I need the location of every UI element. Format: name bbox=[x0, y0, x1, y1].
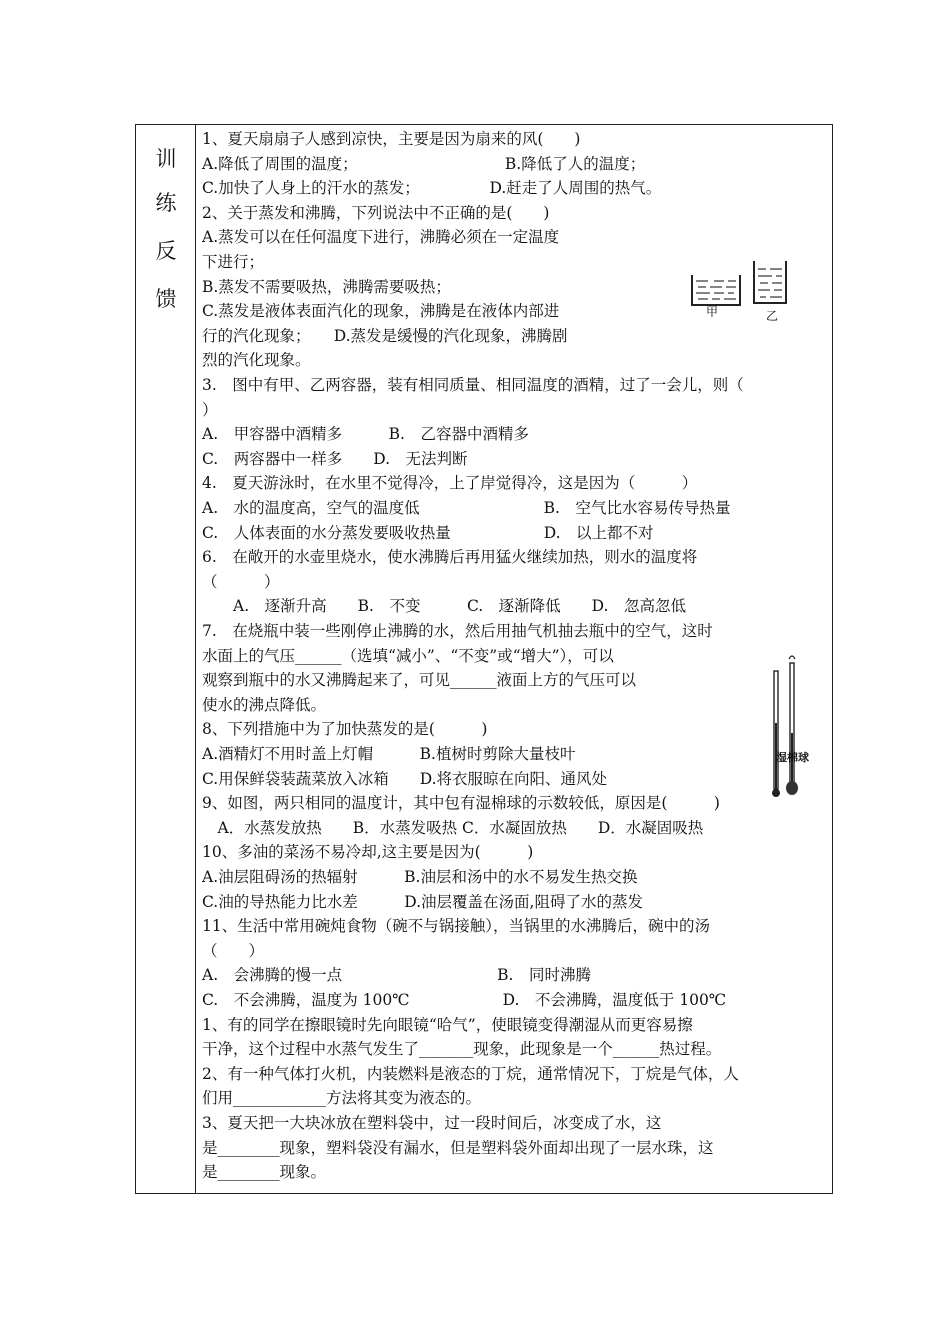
question-line: （ ） bbox=[202, 572, 280, 591]
question-line: A. 会沸腾的慢一点 B. 同时沸腾 bbox=[202, 966, 591, 985]
question-line: B.蒸发不需要吸热，沸腾需要吸热； bbox=[202, 277, 451, 296]
question-line: 烈的汽化现象。 bbox=[202, 351, 311, 370]
question-line: A. 甲容器中酒精多 B. 乙容器中酒精多 bbox=[202, 425, 529, 444]
question-line: 使水的沸点降低。 bbox=[202, 695, 327, 714]
question-line: A.酒精灯不用时盖上灯帽 B.植树时剪除大量枝叶 bbox=[202, 745, 576, 763]
question-line: 10、多油的菜汤不易冷却,这主要是因为( ) bbox=[202, 843, 534, 862]
question-line: 干净，这个过程中水蒸气发生了_______现象，此现象是一个______热过程。 bbox=[202, 1040, 722, 1059]
question-line: 3、夏天把一大块冰放在塑料袋中，过一段时间后，冰变成了水，这 bbox=[202, 1114, 662, 1132]
question-line: 6. 在敞开的水壶里烧水，使水沸腾后再用猛火继续加热，则水的温度将 bbox=[202, 548, 698, 567]
question-line: A. 逐渐升高 B. 不变 C. 逐渐降低 D. 忽高忽低 bbox=[202, 597, 686, 616]
question-line: 4. 夏天游泳时，在水里不觉得冷，上了岸觉得冷，这是因为（ ） bbox=[202, 474, 698, 493]
question-line: C. 不会沸腾，温度为 100℃ D. 不会沸腾，温度低于 100℃ bbox=[202, 991, 727, 1009]
question-line: 1、有的同学在擦眼镜时先向眼镜“哈气”，使眼镜变得潮湿从而更容易擦 bbox=[202, 1015, 693, 1034]
question-line: A.油层阻碍汤的热辐射 B.油层和汤中的水不易发生热交换 bbox=[202, 868, 638, 886]
wet-cotton-label: 湿棉球 bbox=[776, 751, 809, 764]
question-line: C.用保鲜袋装蔬菜放入冰箱 D.将衣服晾在向阳、通风处 bbox=[202, 769, 608, 788]
beakers-icon bbox=[686, 257, 796, 327]
question-line: C.油的导热能力比水差 D.油层覆盖在汤面,阻碍了水的蒸发 bbox=[202, 892, 643, 911]
question-line: 2、关于蒸发和沸腾，下列说法中不正确的是( ) bbox=[202, 203, 550, 222]
thermometer-figure bbox=[768, 653, 808, 807]
question-line: 8、下列措施中为了加快蒸发的是( ) bbox=[202, 720, 488, 739]
question-line: 2、有一种气体打火机，内装燃料是液态的丁烷，通常情况下，丁烷是气体，人 bbox=[202, 1064, 739, 1083]
side-char: 反 bbox=[155, 239, 177, 263]
question-line: 3. 图中有甲、乙两容器，装有相同质量、相同温度的酒精，过了一会儿，则（ bbox=[202, 376, 744, 394]
question-line: A．水蒸发放热 B．水蒸发吸热 C．水凝固放热 D．水凝固吸热 bbox=[202, 818, 704, 837]
question-line: 行的汽化现象； D.蒸发是缓慢的汽化现象，沸腾剧 bbox=[202, 326, 568, 345]
thermometers-icon bbox=[768, 653, 808, 803]
question-line: 1、夏天扇扇子人感到凉快，主要是因为扇来的风( ) bbox=[202, 130, 581, 148]
question-line: A.蒸发可以在任何温度下进行，沸腾必须在一定温度 bbox=[202, 228, 560, 247]
question-line: 11、生活中常用碗炖食物（碗不与锅接触），当锅里的水沸腾后，碗中的汤 bbox=[202, 917, 710, 936]
side-label-cell bbox=[136, 125, 196, 1193]
question-line: 下进行； bbox=[202, 253, 265, 271]
side-char: 训 bbox=[155, 147, 177, 171]
beaker-figure bbox=[686, 257, 796, 331]
question-line: C.蒸发是液体表面汽化的现象，沸腾是在液体内部进 bbox=[202, 302, 560, 321]
question-line: 7. 在烧瓶中装一些刚停止沸腾的水，然后用抽气机抽去瓶中的空气，这时 bbox=[202, 622, 713, 640]
question-line: 是________现象，塑料袋没有漏水，但是塑料袋外面却出现了一层水珠，这 bbox=[202, 1138, 714, 1157]
question-line: 9、如图，两只相同的温度计，其中包有湿棉球的示数较低，原因是( ) bbox=[202, 794, 720, 813]
question-line: 们用____________方法将其变为液态的。 bbox=[202, 1089, 482, 1108]
beaker-label: 甲 bbox=[706, 305, 719, 319]
side-char: 馈 bbox=[155, 287, 177, 311]
question-line: 水面上的气压______（选填“减小”、“不变”或“增大”），可以 bbox=[202, 646, 614, 665]
side-char: 练 bbox=[155, 191, 177, 215]
question-line: C. 两容器中一样多 D. 无法判断 bbox=[202, 449, 468, 468]
question-line: C. 人体表面的水分蒸发要吸收热量 D. 以上都不对 bbox=[202, 523, 654, 542]
question-line: ） bbox=[202, 400, 218, 419]
question-line: A. 水的温度高，空气的温度低 B. 空气比水容易传导热量 bbox=[202, 499, 731, 517]
question-line: 是________现象。 bbox=[202, 1163, 327, 1182]
beaker-label: 乙 bbox=[766, 309, 779, 323]
exercise-table bbox=[135, 124, 833, 1194]
question-line: （ ） bbox=[202, 941, 265, 960]
question-line: A.降低了周围的温度； B.降低了人的温度； bbox=[202, 154, 646, 173]
question-line: 观察到瓶中的水又沸腾起来了，可见______液面上方的气压可以 bbox=[202, 671, 637, 690]
question-line: C.加快了人身上的汗水的蒸发； D.赶走了人周围的热气。 bbox=[202, 179, 662, 198]
